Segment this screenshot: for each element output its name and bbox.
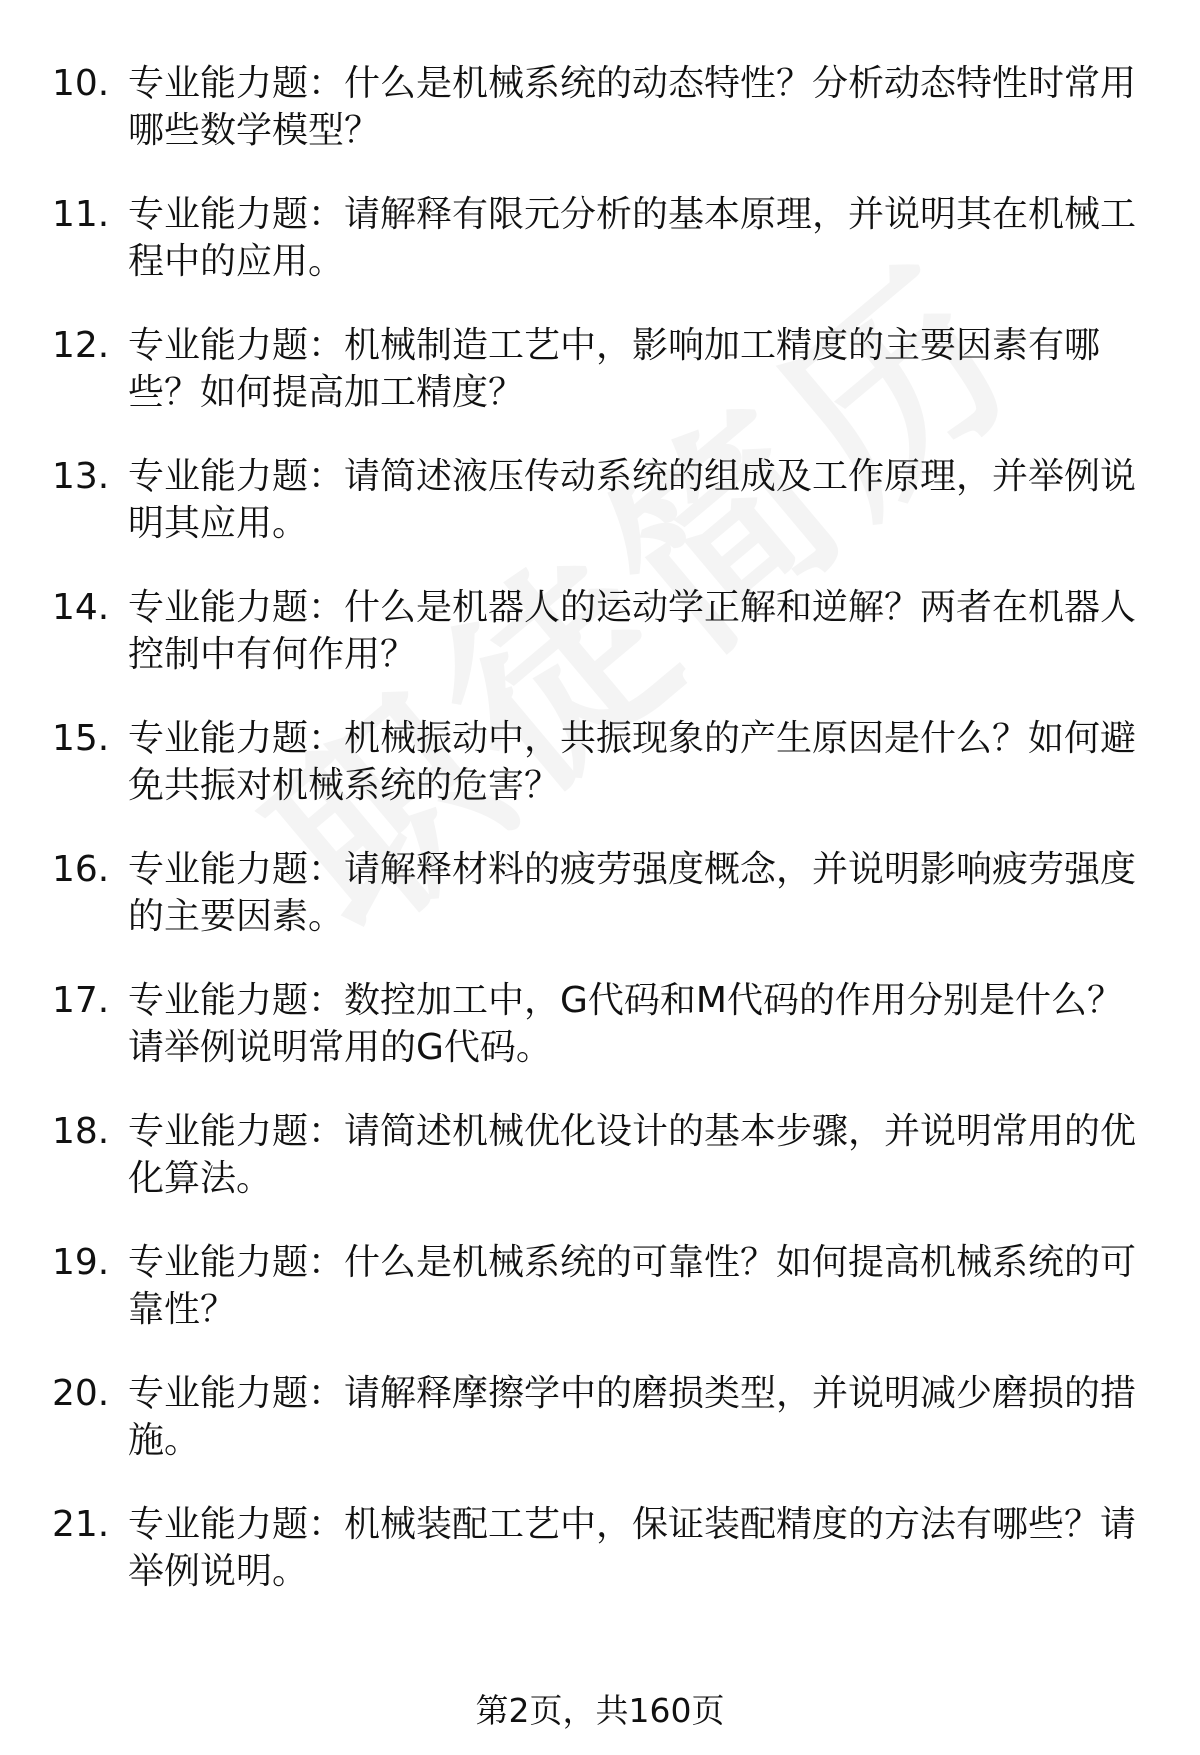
question-text: 专业能力题：机械制造工艺中，影响加工精度的主要因素有哪些？如何提高加工精度？ <box>128 325 1101 413</box>
question-item <box>52 60 1152 154</box>
question-number: 19. <box>52 1242 110 1283</box>
question-text: 专业能力题：请简述液压传动系统的组成及工作原理，并举例说明其应用。 <box>128 456 1137 544</box>
question-item <box>52 977 1152 1071</box>
question-item <box>52 453 1152 547</box>
question-item <box>52 1501 1152 1595</box>
question-number: 10. <box>52 63 110 104</box>
page-number-footer: 第2页，共160页 <box>475 1691 725 1730</box>
question-number: 15. <box>52 718 110 759</box>
question-number: 14. <box>52 587 110 628</box>
question-item <box>52 584 1152 678</box>
question-number: 11. <box>52 194 110 235</box>
question-text: 专业能力题：请解释有限元分析的基本原理，并说明其在机械工程中的应用。 <box>128 194 1137 282</box>
question-item <box>52 715 1152 809</box>
question-number: 17. <box>52 980 110 1021</box>
question-text: 专业能力题：请简述机械优化设计的基本步骤，并说明常用的优化算法。 <box>128 1111 1137 1199</box>
question-item <box>52 322 1152 416</box>
question-list <box>52 60 1152 1632</box>
question-number: 12. <box>52 325 110 366</box>
question-number: 21. <box>52 1504 110 1545</box>
question-text: 专业能力题：机械振动中，共振现象的产生原因是什么？如何避免共振对机械系统的危害？ <box>128 718 1137 806</box>
question-text: 专业能力题：请解释材料的疲劳强度概念，并说明影响疲劳强度的主要因素。 <box>128 849 1137 937</box>
question-text: 专业能力题：什么是机械系统的可靠性？如何提高机械系统的可靠性？ <box>128 1242 1137 1330</box>
question-item <box>52 1370 1152 1464</box>
question-number: 16. <box>52 849 110 890</box>
question-text: 专业能力题：请解释摩擦学中的磨损类型，并说明减少磨损的措施。 <box>128 1373 1137 1461</box>
question-item <box>52 1239 1152 1333</box>
question-text: 专业能力题：什么是机械系统的动态特性？分析动态特性时常用哪些数学模型？ <box>128 63 1137 151</box>
question-text: 专业能力题：机械装配工艺中，保证装配精度的方法有哪些？请举例说明。 <box>128 1504 1137 1592</box>
question-text: 专业能力题：什么是机器人的运动学正解和逆解？两者在机器人控制中有何作用？ <box>128 587 1137 675</box>
question-number: 20. <box>52 1373 110 1414</box>
question-number: 18. <box>52 1111 110 1152</box>
question-item <box>52 1108 1152 1202</box>
question-text: 专业能力题：数控加工中，G代码和M代码的作用分别是什么？请举例说明常用的G代码。 <box>128 980 1123 1068</box>
question-item <box>52 191 1152 285</box>
question-item <box>52 846 1152 940</box>
question-number: 13. <box>52 456 110 497</box>
